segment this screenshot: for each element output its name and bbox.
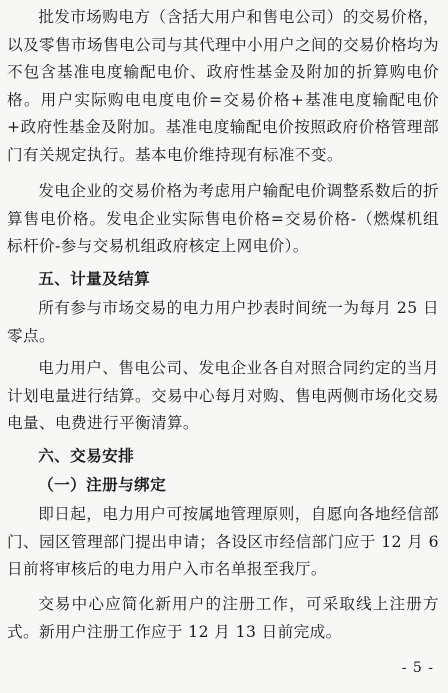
paragraph-settlement: 电力用户、售电公司、发电企业各自对照合同约定的当月计划电量进行结算。交易中心每月对购、售电两侧市场化交易电量、电费进行平衡清算。 bbox=[7, 359, 439, 433]
paragraph-registration-application: 即日起，电力用户可按属地管理原则，自愿向各地经信部门、园区管理部门提出申请；各设区市经信部门应于 12 月 6 日前将审核后的电力用户入市名单报至我厅。 bbox=[7, 505, 439, 579]
page-number: - 5 - bbox=[401, 660, 434, 676]
heading-registration-binding: （一）注册与绑定 bbox=[38, 476, 167, 494]
paragraph-online-registration: 交易中心应简化新用户的注册工作，可采取线上注册方式。新用户注册工作应于 12 月 13 日前完成。 bbox=[7, 595, 439, 641]
paragraph-generator-price: 发电企业的交易价格为考虑用户输配电价调整系数后的折算售电价格。发电企业实际售电价格=交易价格-（燃煤机组标杆价-参与交易机组政府核定上网电价）。 bbox=[7, 182, 439, 256]
heading-metering-settlement: 五、计量及结算 bbox=[38, 270, 151, 288]
paragraph-trading-price: 批发市场购电方（含括大用户和售电公司）的交易价格，以及零售市场售电公司与其代理中小用户之间的交易价格均为不包含基准电度输配电价、政府性基金及附加的折算购电价格。用户实际购电电度电价=交易价格+基准电度输配电价+政府性基金及附加。基准电度输配电价按照政府价格管理部门有关规定执行。基本电价维持现有标准不变。 bbox=[7, 8, 439, 164]
paragraph-meter-reading: 所有参与市场交易的电力用户抄表时间统一为每月 25 日零点。 bbox=[7, 299, 439, 345]
heading-trading-arrangement: 六、交易安排 bbox=[38, 447, 135, 465]
